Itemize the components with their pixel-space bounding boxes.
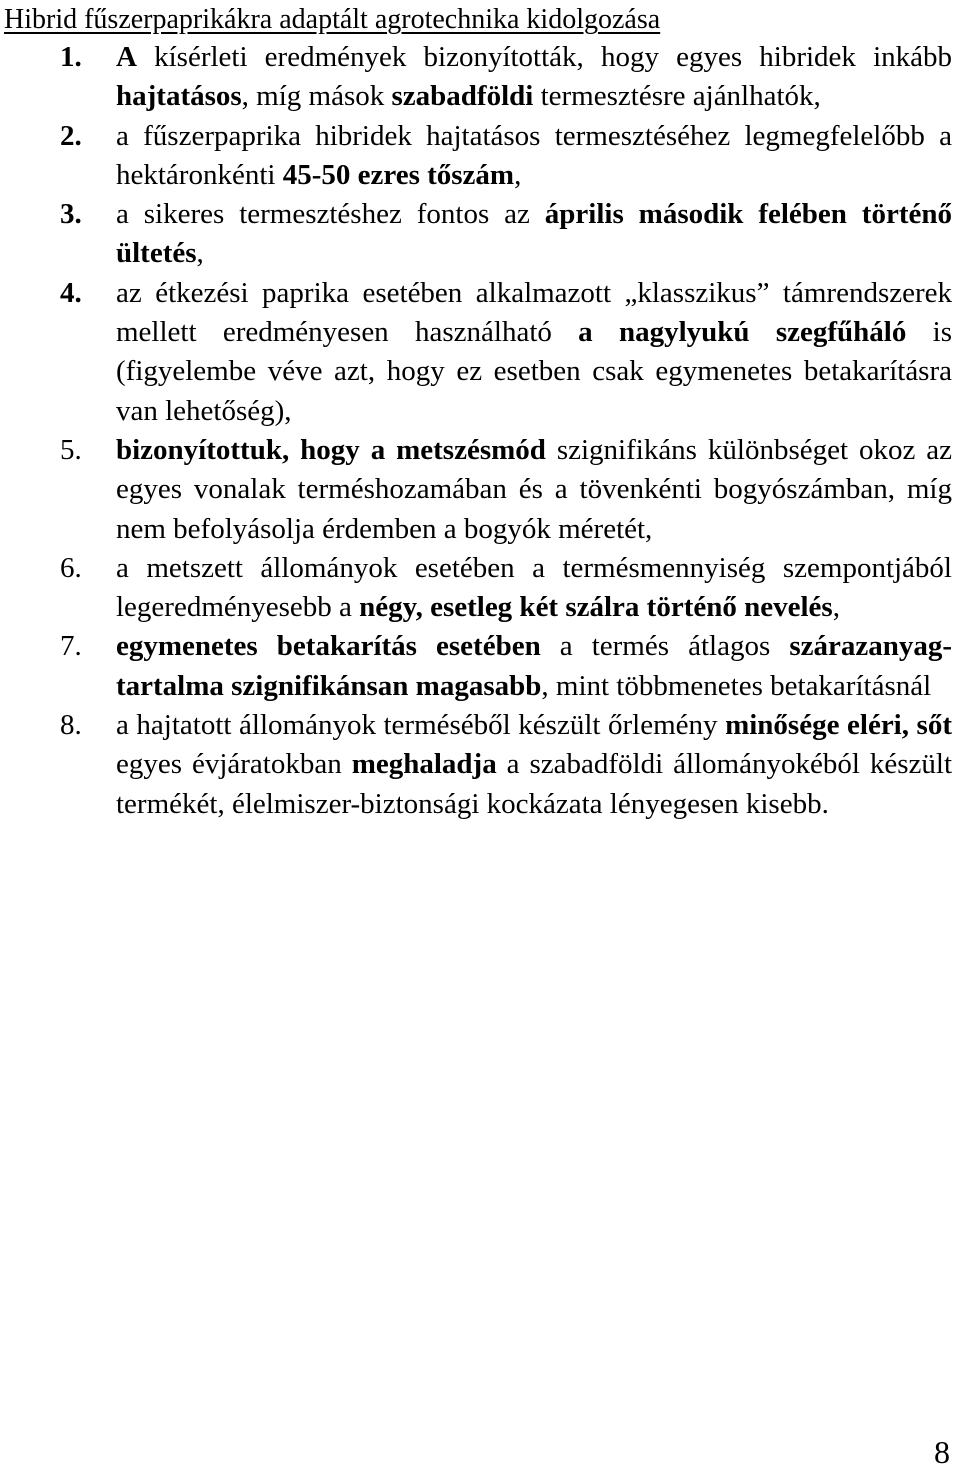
list-item-text (116, 274, 952, 431)
list-item (0, 706, 960, 824)
bold-text-segment: szárazanyag-tartalma szignifikánsan magasabb (116, 630, 952, 702)
list-item-number: 5. (60, 433, 82, 466)
text-segment: termesztésre ajánlhatók, (533, 80, 821, 113)
text-segment: , (514, 158, 522, 191)
list-item-text (116, 627, 952, 706)
text-segment: szignifikáns különbséget okoz az egyes vonalak terméshozamában és a tövenkénti bogyószámban, míg nem befolyásolja érdemben a bogyók méretét, (116, 433, 952, 545)
bold-text-segment: meghaladja (351, 748, 497, 781)
list-item (0, 38, 960, 117)
list-item-number: 1. (60, 41, 82, 73)
list-item-text (116, 549, 952, 628)
list-item-number: 2. (60, 119, 82, 152)
list-item-number: 4. (60, 276, 82, 309)
bold-text-segment: négy, esetleg két szálra történő nevelés (359, 591, 833, 624)
list-item-number: 8. (60, 709, 82, 742)
text-segment: , mint többmenetes betakarításnál (541, 669, 932, 702)
list-item-number: 6. (60, 551, 82, 584)
bold-text-segment: minősége eléri, sőt (725, 709, 952, 742)
text-segment: , míg mások (241, 80, 392, 113)
list-item (0, 627, 960, 706)
list-item-text (116, 706, 952, 824)
list-item-number: 7. (60, 630, 82, 663)
list-item (0, 549, 960, 628)
text-segment: a termés átlagos (540, 630, 790, 663)
page-title: Hibrid fűszerpaprikákra adaptált agrotechnika kidolgozása (4, 4, 661, 35)
text-segment: is (figyelembe véve azt, hogy ez esetben csak egymenetes betakarításra van lehetőség), (116, 316, 952, 427)
bold-text-segment: bizonyítottuk, hogy a metszésmód (116, 433, 546, 466)
list-item-text (116, 38, 952, 117)
text-segment: egyes évjáratokban (116, 748, 352, 781)
text-segment: a fűszerpaprika hibridek hajtatásos termesztéséhez legmegfelelőbb a hektáronkénti (116, 119, 952, 191)
conclusion-list (0, 38, 960, 824)
text-segment: a hajtatott állományok terméséből készült őrlemény (116, 709, 726, 742)
bold-text-segment: hajtatásos (116, 80, 242, 113)
bold-text-segment: A (116, 41, 137, 73)
list-item (0, 195, 960, 274)
bold-text-segment: szabadföldi (391, 80, 534, 113)
page-number: 8 (934, 1434, 950, 1470)
bold-text-segment: április második felében történő ültetés (116, 198, 952, 270)
list-item (0, 431, 960, 549)
bold-text-segment: egymenetes betakarítás esetében (116, 630, 541, 663)
list-item (0, 274, 960, 431)
text-segment: , (196, 237, 204, 270)
text-segment: a metszett állományok esetében a termésmennyiség szempontjából legeredményesebb a (116, 551, 952, 624)
list-item-number: 3. (60, 198, 82, 231)
list-item-text (116, 195, 952, 274)
text-segment: az étkezési paprika esetében alkalmazott „klasszikus” támrendszerek mellett eredményesen használható (116, 276, 952, 349)
bold-text-segment: 45-50 ezres tőszám (282, 158, 515, 191)
text-segment: a szabadföldi állományokéból készült termékét, élelmiszer-biztonsági kockázata lényegesen kisebb. (116, 748, 952, 820)
text-segment: kísérleti eredmények bizonyították, hogy egyes hibridek inkább (136, 41, 952, 73)
list-item-text (116, 117, 952, 196)
text-segment: , (832, 591, 840, 624)
text-segment: a sikeres termesztéshez fontos az (116, 198, 545, 231)
list-item-text (116, 431, 952, 549)
bold-text-segment: a nagylyukú szegfűháló (578, 316, 907, 349)
list-item (0, 117, 960, 196)
